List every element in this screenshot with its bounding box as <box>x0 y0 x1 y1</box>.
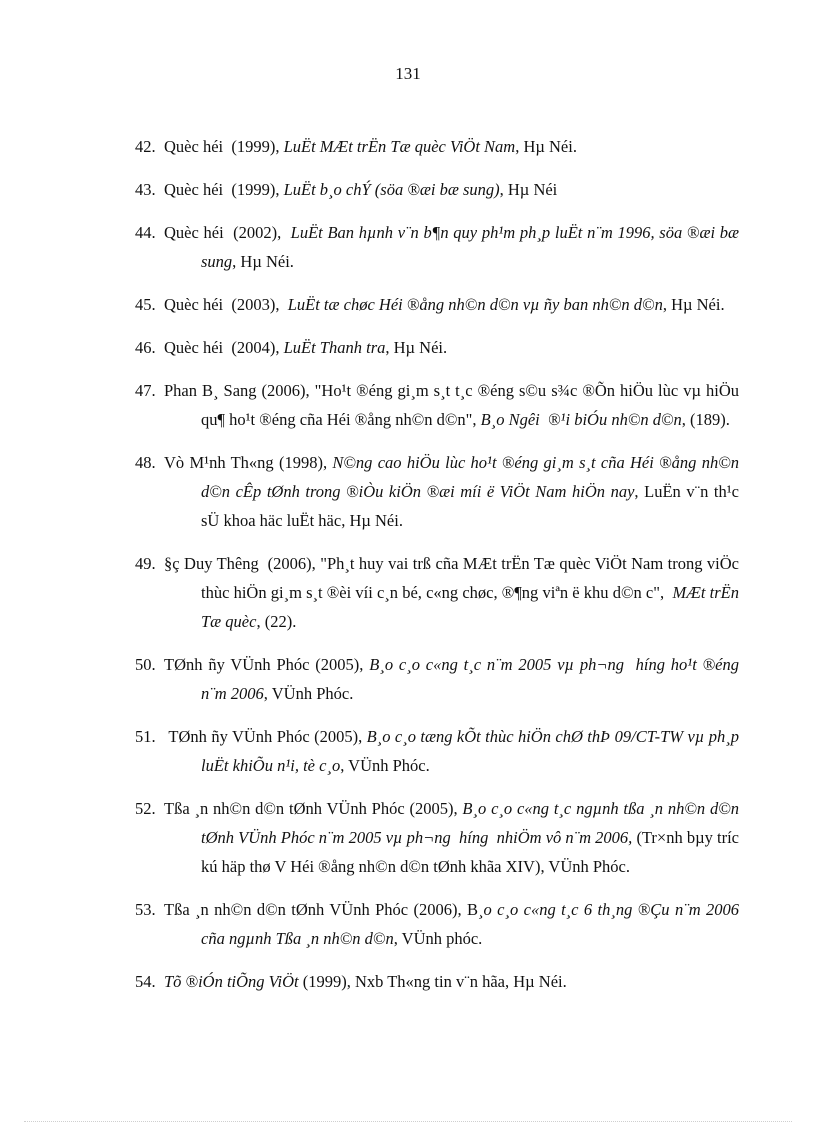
reference-text <box>164 453 743 530</box>
reference-detail: , Hµ Néi. <box>662 295 725 314</box>
reference-detail: , VÜnh phóc. <box>393 929 483 948</box>
reference-detail: Tßa ¸n nh©n d©n tØnh VÜnh Phóc (2005), <box>164 799 463 818</box>
reference-text <box>164 554 743 631</box>
reference-detail: Vò M¹nh Th«ng (1998), <box>164 453 333 472</box>
reference-title: B¸o c¸o c«ng t¸c n¨m 2005 vµ ph¬ng híng ho¹t ®éng n¨m 2006 <box>201 655 744 703</box>
reference-number: 54. <box>135 972 156 991</box>
reference-number: 47. <box>135 381 156 400</box>
reference-text <box>164 338 447 357</box>
reference-text <box>164 900 743 948</box>
reference-detail: , Hµ Néi. <box>515 137 577 156</box>
reference-item <box>0 549 744 636</box>
reference-number: 44. <box>135 223 156 242</box>
reference-number: 45. <box>135 295 156 314</box>
reference-number: 52. <box>135 799 156 818</box>
reference-title: LuËt Thanh tra <box>283 338 386 357</box>
reference-number: 53. <box>135 900 156 919</box>
reference-text <box>164 727 743 775</box>
reference-list <box>0 132 816 1010</box>
reference-detail: Quèc héi (2003), <box>164 295 288 314</box>
reference-item <box>0 895 744 953</box>
reference-title: MÆt trËn Tæ quèc <box>201 583 744 631</box>
reference-item <box>0 650 744 708</box>
reference-item <box>0 376 744 434</box>
reference-number: 49. <box>135 554 156 573</box>
reference-item <box>0 333 739 362</box>
reference-title: B¸o Ngêi ®¹i biÓu nh©n d©n <box>480 410 682 429</box>
reference-detail: , Hµ Néi. <box>232 252 294 271</box>
reference-title: ¸o c¸o c«ng t¸c 6 th¸ng ®Çu n¨m 2006 cña ngµnh Tßa ¸n nh©n d©n <box>201 900 744 948</box>
reference-text <box>164 972 567 991</box>
reference-detail: Quèc héi (1999), <box>164 180 284 199</box>
reference-text <box>164 799 747 876</box>
reference-title: LuËt b¸o chÝ (söa ®æi bæ sung) <box>283 180 500 199</box>
page-bottom-divider <box>24 1121 792 1122</box>
reference-text <box>164 137 577 156</box>
reference-detail: Quèc héi (2002), <box>164 223 291 242</box>
reference-detail: Quèc héi (1999), <box>164 137 284 156</box>
reference-number: 50. <box>135 655 156 674</box>
reference-title: LuËt Ban hµnh v¨n b¶n quy ph¹m ph¸p luËt n¨m 1996, söa ®æi bæ sung <box>201 223 744 271</box>
page-number: 131 <box>395 64 421 83</box>
reference-title: B¸o c¸o c«ng t¸c ngµnh tßa ¸n nh©n d©n tØnh VÜnh Phóc n¨m 2005 vµ ph¬ng híng nhiÖm vô n¨m 2006, <box>201 799 744 847</box>
reference-detail: TØnh ñy VÜnh Phóc (2005), <box>164 655 370 674</box>
reference-item <box>0 794 748 881</box>
reference-title: B¸o c¸o tæng kÕt thùc hiÖn chØ thÞ 09/CT-TW vµ ph¸p luËt khiÕu n¹i, tè c¸o <box>201 727 744 775</box>
reference-detail: (1999), Nxb Th«ng tin v¨n hãa, Hµ Néi. <box>298 972 567 991</box>
reference-title: LuËt MÆt trËn Tæ quèc ViÖt Nam <box>283 137 516 156</box>
reference-number: 46. <box>135 338 156 357</box>
reference-detail: , VÜnh Phóc. <box>263 684 354 703</box>
reference-text <box>164 655 743 703</box>
reference-text <box>164 180 557 199</box>
reference-title: Tõ ®iÓn tiÕng ViÖt <box>164 972 299 991</box>
reference-text <box>164 223 743 271</box>
reference-detail: Tßa ¸n nh©n d©n tØnh VÜnh Phóc (2006), B <box>164 900 479 919</box>
reference-item <box>0 132 739 161</box>
reference-detail: , VÜnh Phóc. <box>340 756 430 775</box>
reference-item <box>0 448 744 535</box>
reference-text <box>164 295 725 314</box>
reference-item <box>0 175 739 204</box>
reference-detail: , Hµ Néi. <box>385 338 448 357</box>
reference-detail: Phan B¸ Sang (2006), "Ho¹t ®éng gi¸m s¸t t¸c ®éng s©u s¾c ®Õn hiÖu lùc vµ hiÖu qu¶ ho¹t ®éng cña Héi ®ång nh©n d©n", <box>164 381 744 429</box>
reference-item <box>0 290 739 319</box>
reference-item <box>0 722 744 780</box>
reference-text <box>164 381 743 429</box>
reference-detail: (Tr×nh bµy tríc kú häp thø V Héi ®ång nh©n d©n tØnh khãa XIV), VÜnh Phóc. <box>201 828 748 876</box>
reference-number: 51. <box>135 727 156 746</box>
reference-detail: , (189). <box>681 410 730 429</box>
reference-number: 43. <box>135 180 156 199</box>
reference-number: 48. <box>135 453 156 472</box>
reference-number: 42. <box>135 137 156 156</box>
reference-item <box>0 967 739 996</box>
reference-title: N©ng cao hiÖu lùc ho¹t ®éng gi¸m s¸t cña Héi ®ång nh©n d©n cÊp tØnh trong ®iÒu kiÖn ®æi míi ë ViÖt Nam hiÖn nay <box>201 453 744 501</box>
reference-detail: TØnh ñy VÜnh Phóc (2005), <box>164 727 367 746</box>
reference-item <box>0 218 744 276</box>
reference-detail: , LuËn v¨n th¹c sÜ khoa häc luËt häc, Hµ Néi. <box>201 482 744 530</box>
reference-title: LuËt tæ chøc Héi ®ång nh©n d©n vµ ñy ban nh©n d©n <box>287 295 663 314</box>
reference-detail: §ç Duy Thêng (2006), "Ph¸t huy vai trß cña MÆt trËn Tæ quèc ViÖt Nam trong viÖc thùc hiÖn gi¸m s¸t ®èi víi c¸n bé, c«ng chøc, ®¶ng viªn ë khu d©n c", <box>164 554 744 602</box>
reference-detail: Quèc héi (2004), <box>164 338 284 357</box>
reference-detail: , Hµ Néi <box>499 180 558 199</box>
reference-detail: , (22). <box>256 612 297 631</box>
